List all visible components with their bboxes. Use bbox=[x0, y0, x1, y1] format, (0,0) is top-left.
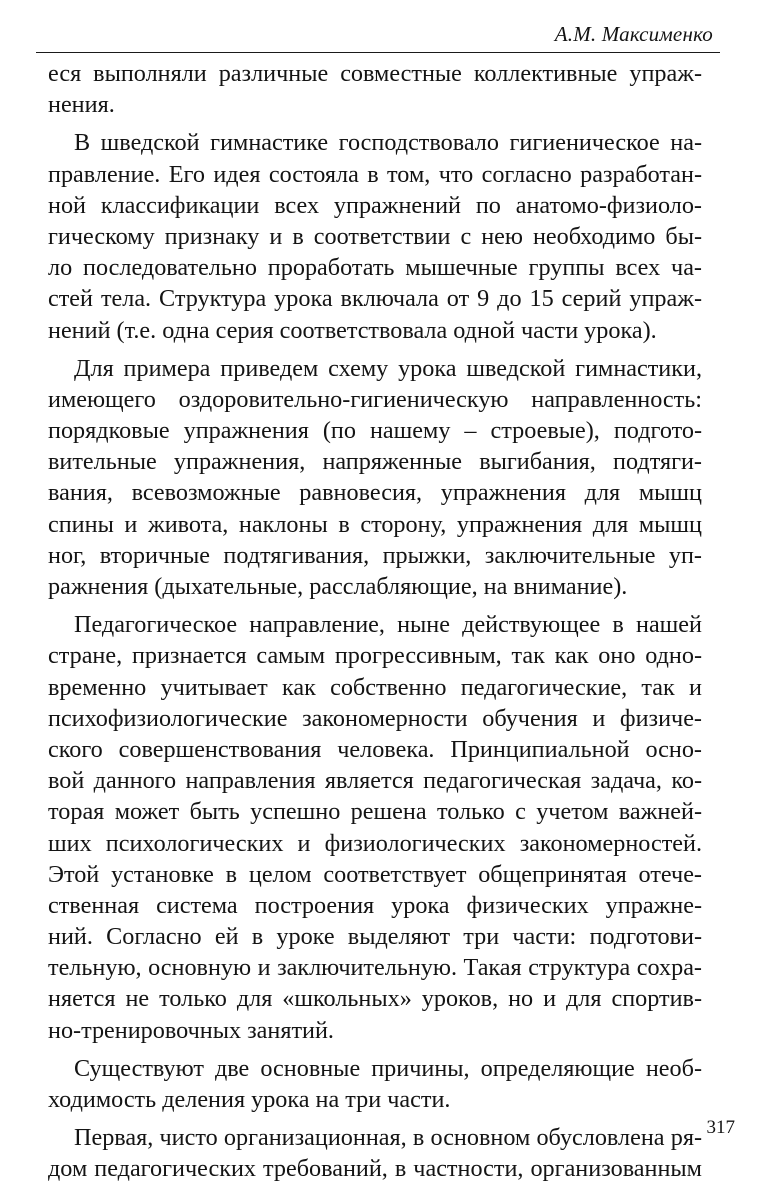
text-line: ших психологических и физиологических закономерностей. bbox=[48, 829, 702, 857]
text-line: ственная система построения урока физических упражне- bbox=[48, 891, 702, 919]
text-line: правление. Его идея состояла в том, что согласно разработан- bbox=[48, 160, 702, 188]
text-line: В шведской гимнастике господствовало гигиеническое на- bbox=[74, 129, 702, 157]
text-line: еся выполняли различные совместные коллективные упраж- bbox=[48, 60, 702, 87]
text-line: ной классификации всех упражнений по анатомо-физиоло- bbox=[48, 191, 702, 219]
text-line: Этой установке в целом соответствует общепринятая отече- bbox=[48, 860, 702, 888]
text-line: торая может быть успешно решена только с учетом важней- bbox=[48, 798, 702, 826]
text-line: Первая, чисто организационная, в основном обусловлена ря- bbox=[74, 1124, 702, 1152]
header-rule bbox=[36, 52, 720, 53]
text-body bbox=[48, 58, 702, 1185]
text-line: тельную, основную и заключительную. Такая структура сохра- bbox=[48, 954, 702, 982]
running-head: А.М. Максименко bbox=[554, 22, 713, 46]
text-line: имеющего оздоровительно-гигиеническую направленность: bbox=[48, 385, 702, 413]
text-line: временно учитывает как собственно педагогические, так и bbox=[48, 673, 702, 701]
text-line: ний. Согласно ей в уроке выделяют три части: подготови- bbox=[48, 923, 702, 951]
text-line: Существуют две основные причины, определяющие необ- bbox=[74, 1054, 702, 1082]
text-line: спины и живота, наклоны в сторону, упражнения для мышц bbox=[48, 510, 702, 538]
text-line: ходимость деления урока на три части. bbox=[48, 1086, 451, 1113]
text-line: вой данного направления является педагогическая задача, ко- bbox=[48, 767, 702, 795]
page-number: 317 bbox=[706, 1117, 735, 1138]
text-line: порядковые упражнения (по нашему – строевые), подгото- bbox=[48, 417, 702, 445]
text-line: вания, всевозможные равновесия, упражнения для мышц bbox=[48, 479, 702, 507]
text-line: стей тела. Структура урока включала от 9 до 15 серий упраж- bbox=[48, 285, 702, 313]
text-line: вительные упражнения, напряженные выгибания, подтяги- bbox=[48, 448, 702, 476]
text-line: психофизиологические закономерности обучения и физиче- bbox=[48, 704, 702, 732]
text-line: няется не только для «школьных» уроков, но и для спортив- bbox=[48, 985, 702, 1013]
text-line: Для примера приведем схему урока шведской гимнастики, bbox=[74, 354, 702, 382]
text-line: но-тренировочных занятий. bbox=[48, 1016, 334, 1044]
text-line: гическому признаку и в соответствии с нею необходимо бы- bbox=[48, 222, 702, 250]
text-line: ражнения (дыхательные, расслабляющие, на внимание). bbox=[48, 573, 628, 600]
text-line: ног, вторичные подтягивания, прыжки, заключительные уп- bbox=[48, 541, 702, 569]
text-line: нений (т.е. одна серия соответствовала одной части урока). bbox=[48, 316, 657, 344]
text-line: нения. bbox=[48, 91, 115, 119]
text-line: ло последовательно проработать мышечные группы всех ча- bbox=[48, 254, 702, 282]
text-line: стране, признается самым прогрессивным, так как оно одно- bbox=[48, 642, 702, 670]
text-line: Педагогическое направление, ныне действующее в нашей bbox=[74, 611, 702, 639]
text-line: дом педагогических требований, в частности, организованным bbox=[48, 1155, 702, 1183]
text-line: ского совершенствования человека. Принципиальной осно- bbox=[48, 735, 702, 763]
